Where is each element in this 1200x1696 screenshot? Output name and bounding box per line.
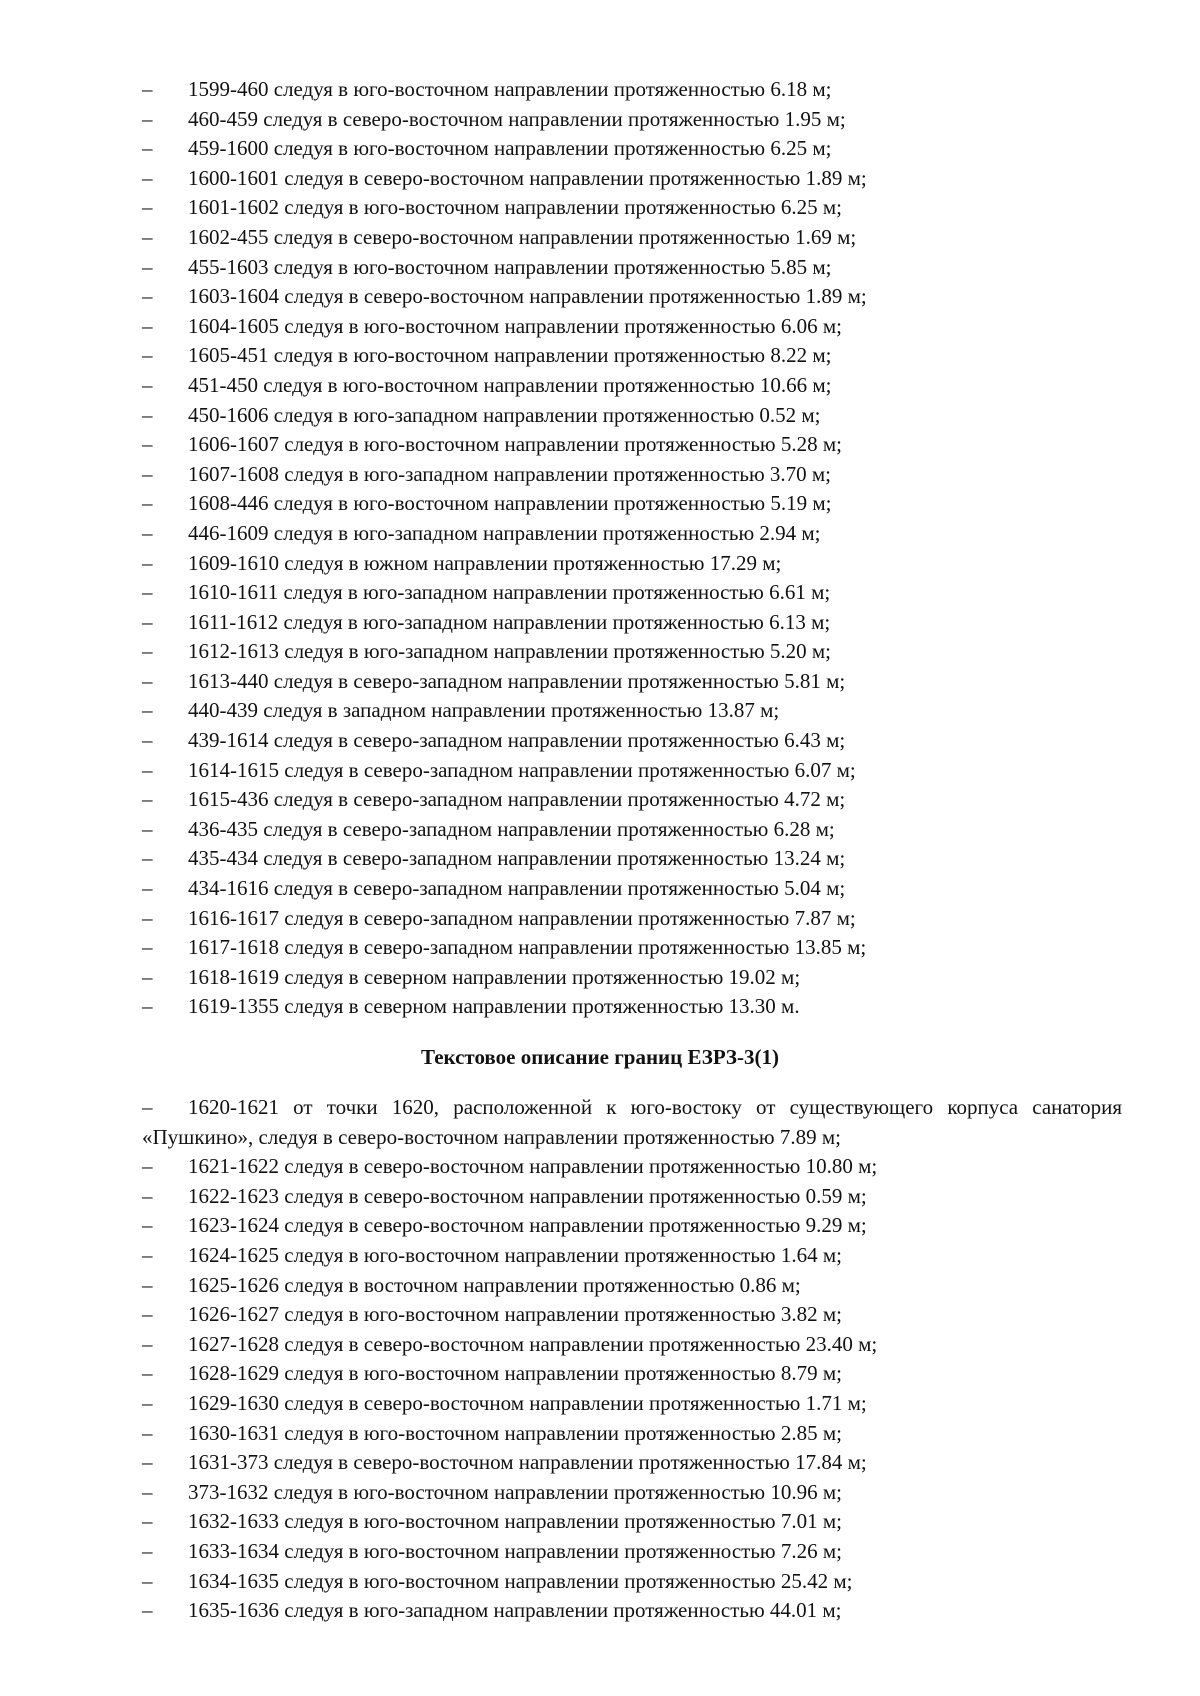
list-item-text: 1599-460 следуя в юго-восточном направлении протяженностью 6.18 м; [188, 77, 832, 101]
list-item [142, 1271, 1122, 1301]
list-dash: – [142, 609, 153, 634]
list-item-text: 1633-1634 следуя в юго-восточном направлении протяженностью 7.26 м; [188, 1538, 842, 1563]
list-item [142, 874, 1122, 904]
list-dash: – [142, 195, 153, 220]
list-dash: – [142, 1331, 153, 1356]
list-dash: – [142, 787, 153, 812]
list-dash: – [142, 343, 153, 368]
list-item [142, 1537, 1122, 1567]
list-item-text: 1630-1631 следуя в юго-восточном направлении протяженностью 2.85 м; [188, 1420, 842, 1445]
list-dash: – [142, 313, 153, 338]
list-item [142, 1330, 1122, 1360]
list-item [142, 726, 1122, 756]
list-item [142, 164, 1122, 194]
list-dash: – [142, 698, 153, 723]
list-item-text: 1602-455 следуя в северо-восточном направлении протяженностью 1.69 м; [188, 224, 857, 249]
list-item [142, 1182, 1122, 1212]
list-item-text: 1626-1627 следуя в юго-восточном направлении протяженностью 3.82 м; [188, 1302, 842, 1327]
list-item [142, 608, 1122, 638]
list-item-text: 1606-1607 следуя в юго-восточном направлении протяженностью 5.28 м; [188, 432, 842, 457]
list-item-text: 440-439 следуя в западном направлении протяженностью 13.87 м; [188, 698, 780, 723]
list-item [142, 193, 1122, 223]
list-dash: – [142, 1272, 153, 1297]
list-item-text: 434-1616 следуя в северо-западном направлении протяженностью 5.04 м; [188, 876, 846, 901]
list-item-text: 451-450 следуя в юго-восточном направлении протяженностью 10.66 м; [188, 372, 832, 397]
list-dash: – [142, 1095, 153, 1119]
list-item-text: 1612-1613 следуя в юго-западном направлении протяженностью 5.20 м; [188, 639, 832, 664]
list-dash: – [142, 1420, 153, 1445]
list-dash: – [142, 1568, 153, 1593]
list-item [142, 1152, 1122, 1182]
list-dash: – [142, 1361, 153, 1386]
list-dash: – [142, 816, 153, 841]
list-item-text: 1611-1612 следуя в юго-западном направлении протяженностью 6.13 м; [188, 609, 831, 634]
list-item-text: 1631-373 следуя в северо-восточном направлении протяженностью 17.84 м; [188, 1450, 867, 1475]
list-item-text: 1603-1604 следуя в северо-восточном направлении протяженностью 1.89 м; [188, 284, 867, 309]
list-dash: – [142, 994, 153, 1019]
list-dash: – [142, 639, 153, 664]
list-dash: – [142, 106, 153, 131]
list-item [142, 341, 1122, 371]
list-item-text: 1634-1635 следуя в юго-восточном направлении протяженностью 25.42 м; [188, 1568, 853, 1593]
list-dash: – [142, 372, 153, 397]
list-item [142, 489, 1122, 519]
list-item [142, 1596, 1122, 1626]
list-dash: – [142, 491, 153, 516]
list-item-text: 373-1632 следуя в юго-восточном направлении протяженностью 10.96 м; [188, 1479, 842, 1504]
list-item-text: 1623-1624 следуя в северо-восточном направлении протяженностью 9.29 м; [188, 1213, 867, 1238]
list-item-text: 1615-436 следуя в северо-западном направлении протяженностью 4.72 м; [188, 787, 846, 812]
list-item [142, 134, 1122, 164]
list-item [142, 1241, 1122, 1271]
list-dash: – [142, 668, 153, 693]
list-item [142, 312, 1122, 342]
list-item [142, 1093, 1122, 1152]
list-item-text: 1620-1621 от точки 1620, расположенной к юго-востоку от существующего корпуса санатория «Пушкино», следуя в северо-восточном направлении протяженностью 7.89 м; [142, 1095, 1122, 1149]
list-dash: – [142, 1509, 153, 1534]
list-item-text: 1610-1611 следуя в юго-западном направлении протяженностью 6.61 м; [188, 580, 831, 605]
list-dash: – [142, 77, 153, 101]
list-item-text: 1616-1617 следуя в северо-западном направлении протяженностью 7.87 м; [188, 905, 856, 930]
list-item-text: 1632-1633 следуя в юго-восточном направлении протяженностью 7.01 м; [188, 1509, 842, 1534]
list-dash: – [142, 1213, 153, 1238]
list-item [142, 75, 1122, 105]
list-item [142, 1567, 1122, 1597]
list-dash: – [142, 284, 153, 309]
list-item-text: 1622-1623 следуя в северо-восточном направлении протяженностью 0.59 м; [188, 1183, 867, 1208]
list-dash: – [142, 964, 153, 989]
list-item [142, 460, 1122, 490]
list-dash: – [142, 728, 153, 753]
list-item-text: 1617-1618 следуя в северо-западном направлении протяженностью 13.85 м; [188, 935, 867, 960]
list-item [142, 785, 1122, 815]
list-item-text: 1621-1622 следуя в северо-восточном направлении протяженностью 10.80 м; [188, 1154, 878, 1179]
list-item [142, 904, 1122, 934]
boundary-segment-list [142, 75, 1122, 1022]
list-dash: – [142, 935, 153, 960]
list-dash: – [142, 402, 153, 427]
list-item [142, 430, 1122, 460]
list-item [142, 578, 1122, 608]
list-dash: – [142, 224, 153, 249]
list-dash: – [142, 1183, 153, 1208]
list-item [142, 933, 1122, 963]
list-item-text: 1604-1605 следуя в юго-восточном направлении протяженностью 6.06 м; [188, 313, 842, 338]
list-item [142, 815, 1122, 845]
list-item-text: 1600-1601 следуя в северо-восточном направлении протяженностью 1.89 м; [188, 165, 867, 190]
list-item-text: 1625-1626 следуя в восточном направлении протяженностью 0.86 м; [188, 1272, 801, 1297]
list-item-text: 1629-1630 следуя в северо-восточном направлении протяженностью 1.71 м; [188, 1390, 867, 1415]
list-item-text: 1608-446 следуя в юго-восточном направлении протяженностью 5.19 м; [188, 491, 832, 516]
list-item [142, 549, 1122, 579]
list-item [142, 1300, 1122, 1330]
list-item-text: 435-434 следуя в северо-западном направлении протяженностью 13.24 м; [188, 846, 846, 871]
list-item-text: 1605-451 следуя в юго-восточном направлении протяженностью 8.22 м; [188, 343, 832, 368]
list-dash: – [142, 580, 153, 605]
list-item [142, 756, 1122, 786]
section-heading: Текстовое описание границ ЕЗРЗ-3(1) [420, 1045, 779, 1069]
list-item [142, 253, 1122, 283]
list-item-text: 1635-1636 следуя в юго-западном направлении протяженностью 44.01 м; [188, 1598, 842, 1623]
list-item-text: 1601-1602 следуя в юго-восточном направлении протяженностью 6.25 м; [188, 195, 842, 220]
list-item [142, 1419, 1122, 1449]
list-item-text: 1628-1629 следуя в юго-восточном направлении протяженностью 8.79 м; [188, 1361, 842, 1386]
list-item [142, 105, 1122, 135]
list-dash: – [142, 1242, 153, 1267]
list-item-text: 459-1600 следуя в юго-восточном направлении протяженностью 6.25 м; [188, 136, 832, 161]
list-item-text: 1614-1615 следуя в северо-западном направлении протяженностью 6.07 м; [188, 757, 856, 782]
list-item [142, 963, 1122, 993]
list-item [142, 1359, 1122, 1389]
list-item-text: 1613-440 следуя в северо-западном направлении протяженностью 5.81 м; [188, 668, 846, 693]
list-dash: – [142, 876, 153, 901]
list-item-text: 1624-1625 следуя в юго-восточном направлении протяженностью 1.64 м; [188, 1242, 842, 1267]
list-item-text: 446-1609 следуя в юго-западном направлении протяженностью 2.94 м; [188, 520, 821, 545]
list-item [142, 844, 1122, 874]
list-dash: – [142, 846, 153, 871]
list-item [142, 519, 1122, 549]
list-item [142, 637, 1122, 667]
list-item-text: 455-1603 следуя в юго-восточном направлении протяженностью 5.85 м; [188, 254, 832, 279]
list-item-text: 1607-1608 следуя в юго-западном направлении протяженностью 3.70 м; [188, 461, 832, 486]
list-dash: – [142, 1302, 153, 1327]
list-dash: – [142, 905, 153, 930]
list-item-text: 1619-1355 следуя в северном направлении протяженностью 13.30 м. [188, 994, 800, 1019]
list-dash: – [142, 432, 153, 457]
list-dash: – [142, 165, 153, 190]
list-item [142, 1507, 1122, 1537]
list-dash: – [142, 254, 153, 279]
list-item [142, 696, 1122, 726]
list-item [142, 371, 1122, 401]
list-item [142, 401, 1122, 431]
list-item [142, 1211, 1122, 1241]
list-item-text: 1627-1628 следуя в северо-восточном направлении протяженностью 23.40 м; [188, 1331, 878, 1356]
list-item-text: 439-1614 следуя в северо-западном направлении протяженностью 6.43 м; [188, 728, 846, 753]
list-item-text: 460-459 следуя в северо-восточном направлении протяженностью 1.95 м; [188, 106, 846, 131]
list-item [142, 1389, 1122, 1419]
list-item [142, 667, 1122, 697]
list-item [142, 223, 1122, 253]
list-dash: – [142, 136, 153, 161]
list-dash: – [142, 757, 153, 782]
list-item-text: 1609-1610 следуя в южном направлении протяженностью 17.29 м; [188, 550, 782, 575]
list-dash: – [142, 1154, 153, 1179]
list-item-text: 450-1606 следуя в юго-западном направлении протяженностью 0.52 м; [188, 402, 821, 427]
list-item [142, 282, 1122, 312]
list-dash: – [142, 1538, 153, 1563]
list-dash: – [142, 520, 153, 545]
list-item [142, 992, 1122, 1022]
boundary-description-list [142, 1093, 1122, 1626]
list-item [142, 1448, 1122, 1478]
list-dash: – [142, 1598, 153, 1623]
list-dash: – [142, 550, 153, 575]
list-item-text: 436-435 следуя в северо-западном направлении протяженностью 6.28 м; [188, 816, 835, 841]
list-dash: – [142, 461, 153, 486]
list-dash: – [142, 1390, 153, 1415]
list-dash: – [142, 1479, 153, 1504]
list-dash: – [142, 1450, 153, 1475]
list-item-text: 1618-1619 следуя в северном направлении протяженностью 19.02 м; [188, 964, 801, 989]
list-item [142, 1478, 1122, 1508]
